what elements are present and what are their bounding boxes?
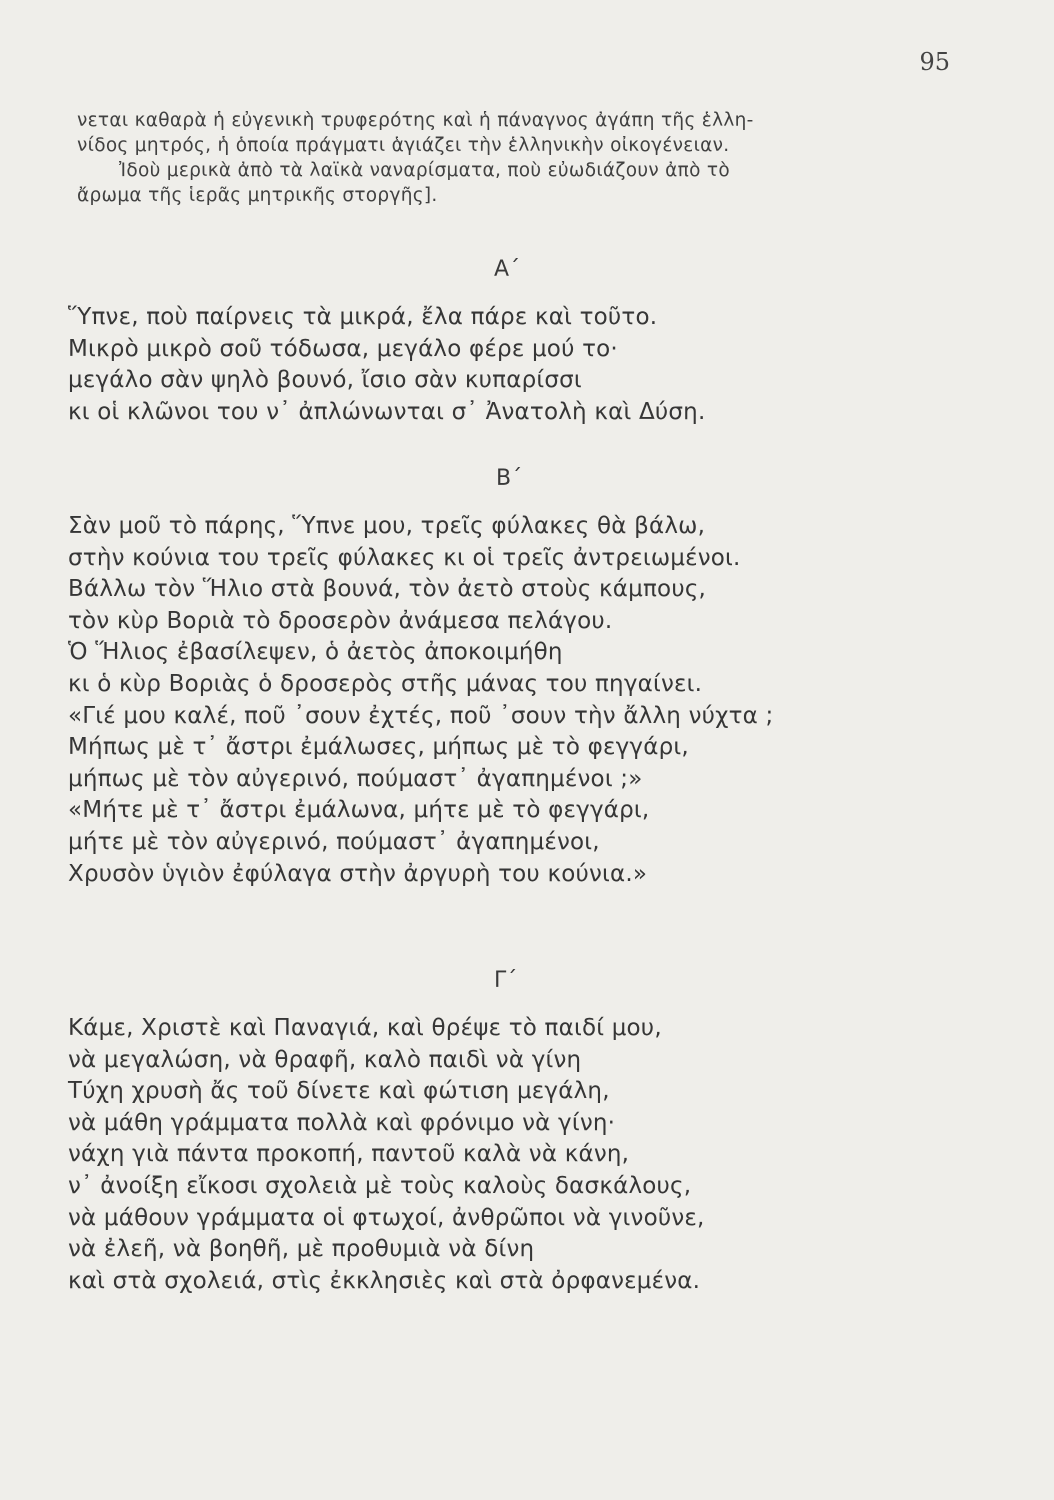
lullaby-c xyxy=(68,1013,705,1297)
verse-line: νὰ μάθη γράμματα πολλὰ καὶ φρόνιμο νὰ γίνη· xyxy=(68,1109,616,1136)
verse-line: Χρυσὸν ὑγιὸν ἐφύλαγα στὴν ἀργυρὴ του κούνια.» xyxy=(68,860,648,887)
verse-line: Μικρὸ μικρὸ σοῦ τόδωσα, μεγάλο φέρε μού το· xyxy=(68,335,618,362)
verse-line: Σὰν μοῦ τὸ πάρης, Ὕπνε μου, τρεῖς φύλακες θὰ βάλω, xyxy=(68,513,706,539)
verse-line: Βάλλω τὸν Ἥλιο στὰ βουνά, τὸν ἀετὸ στοὺς κάμπους, xyxy=(68,576,707,603)
verse-line: νάχη γιὰ πάντα προκοπή, παντοῦ καλὰ νὰ κάνη, xyxy=(68,1141,630,1168)
section-heading-c: Γ΄ xyxy=(494,968,518,993)
verse-line: Τύχη χρυσὴ ἄς τοῦ δίνετε καὶ φώτιση μεγάλη, xyxy=(68,1078,610,1105)
verse-line: νὰ μεγαλώση, νὰ θραφῆ, καλὸ παιδὶ νὰ γίνη xyxy=(68,1046,582,1073)
intro-line: νίδος μητρός, ἡ ὁποία πράγματι ἁγιάζει τὴν ἑλληνικὴν οἰκογένειαν. xyxy=(77,135,730,156)
verse-line: μήπως μὲ τὸν αὐγερινό, πούμαστ᾽ ἀγαπημένοι ;» xyxy=(68,765,643,792)
intro-paragraph xyxy=(77,108,957,208)
page-number: 95 xyxy=(919,48,950,76)
lullaby-a xyxy=(68,302,705,428)
verse-line: «Γιέ μου καλέ, ποῦ ᾽σουν ἐχτές, ποῦ ᾽σουν τὴν ἄλλη νύχτα ; xyxy=(68,702,774,729)
verse-line: Μήπως μὲ τ᾽ ἄστρι ἐμάλωσες, μήπως μὲ τὸ φεγγάρι, xyxy=(68,734,689,761)
verse-line: τὸν κὺρ Βοριὰ τὸ δροσερὸν ἀνάμεσα πελάγου. xyxy=(68,607,613,634)
intro-line: Ἰδοὺ μερικὰ ἀπὸ τὰ λαϊκὰ ναναρίσματα, ποὺ εὐωδιάζουν ἀπὸ τὸ xyxy=(119,160,730,181)
verse-line: ν᾽ ἀνοίξη εἴκοσι σχολειὰ μὲ τοὺς καλοὺς δασκάλους, xyxy=(68,1172,692,1199)
verse-line: νὰ ἐλεῆ, νὰ βοηθῆ, μὲ προθυμιὰ νὰ δίνη xyxy=(68,1236,535,1263)
verse-line: στὴν κούνια του τρεῖς φύλακες κι οἱ τρεῖς ἀντρειωμένοι. xyxy=(68,544,741,571)
verse-line: μήτε μὲ τὸν αὐγερινό, πούμαστ᾽ ἀγαπημένοι, xyxy=(68,828,600,855)
intro-line: ἄρωμα τῆς ἱερᾶς μητρικῆς στοργῆς]. xyxy=(77,185,438,206)
section-heading-b: Β΄ xyxy=(496,466,523,491)
verse-line: μεγάλο σὰν ψηλὸ βουνό, ἴσιο σὰν κυπαρίσσι xyxy=(68,367,582,394)
lullaby-b xyxy=(68,511,774,890)
verse-line: Ὕπνε, ποὺ παίρνεις τὰ μικρά, ἔλα πάρε καὶ τοῦτο. xyxy=(68,304,658,330)
verse-line: κι οἱ κλῶνοι του ν᾽ ἀπλώνωνται σ᾽ Ἀνατολὴ καὶ Δύση. xyxy=(68,398,706,425)
verse-line: Ὁ Ἥλιος ἐβασίλεψεν, ὁ ἀετὸς ἀποκοιμήθη xyxy=(68,639,563,666)
verse-line: νὰ μάθουν γράμματα οἱ φτωχοί, ἀνθρῶποι νὰ γινοῦνε, xyxy=(68,1204,705,1231)
section-heading-a: Α΄ xyxy=(494,257,521,282)
verse-line: Κάμε, Χριστὲ καὶ Παναγιά, καὶ θρέψε τὸ παιδί μου, xyxy=(68,1015,662,1041)
verse-line: καὶ στὰ σχολειά, στὶς ἐκκλησιὲς καὶ στὰ ὀρφανεμένα. xyxy=(68,1267,701,1294)
verse-line: κι ὁ κὺρ Βοριὰς ὁ δροσερὸς στῆς μάνας του πηγαίνει. xyxy=(68,670,703,697)
intro-line: νεται καθαρὰ ἡ εὐγενικὴ τρυφερότης καὶ ἡ πάναγνος ἀγάπη τῆς ἑλλη- xyxy=(77,110,754,131)
verse-line: «Μήτε μὲ τ᾽ ἄστρι ἐμάλωνα, μήτε μὲ τὸ φεγγάρι, xyxy=(68,797,650,824)
